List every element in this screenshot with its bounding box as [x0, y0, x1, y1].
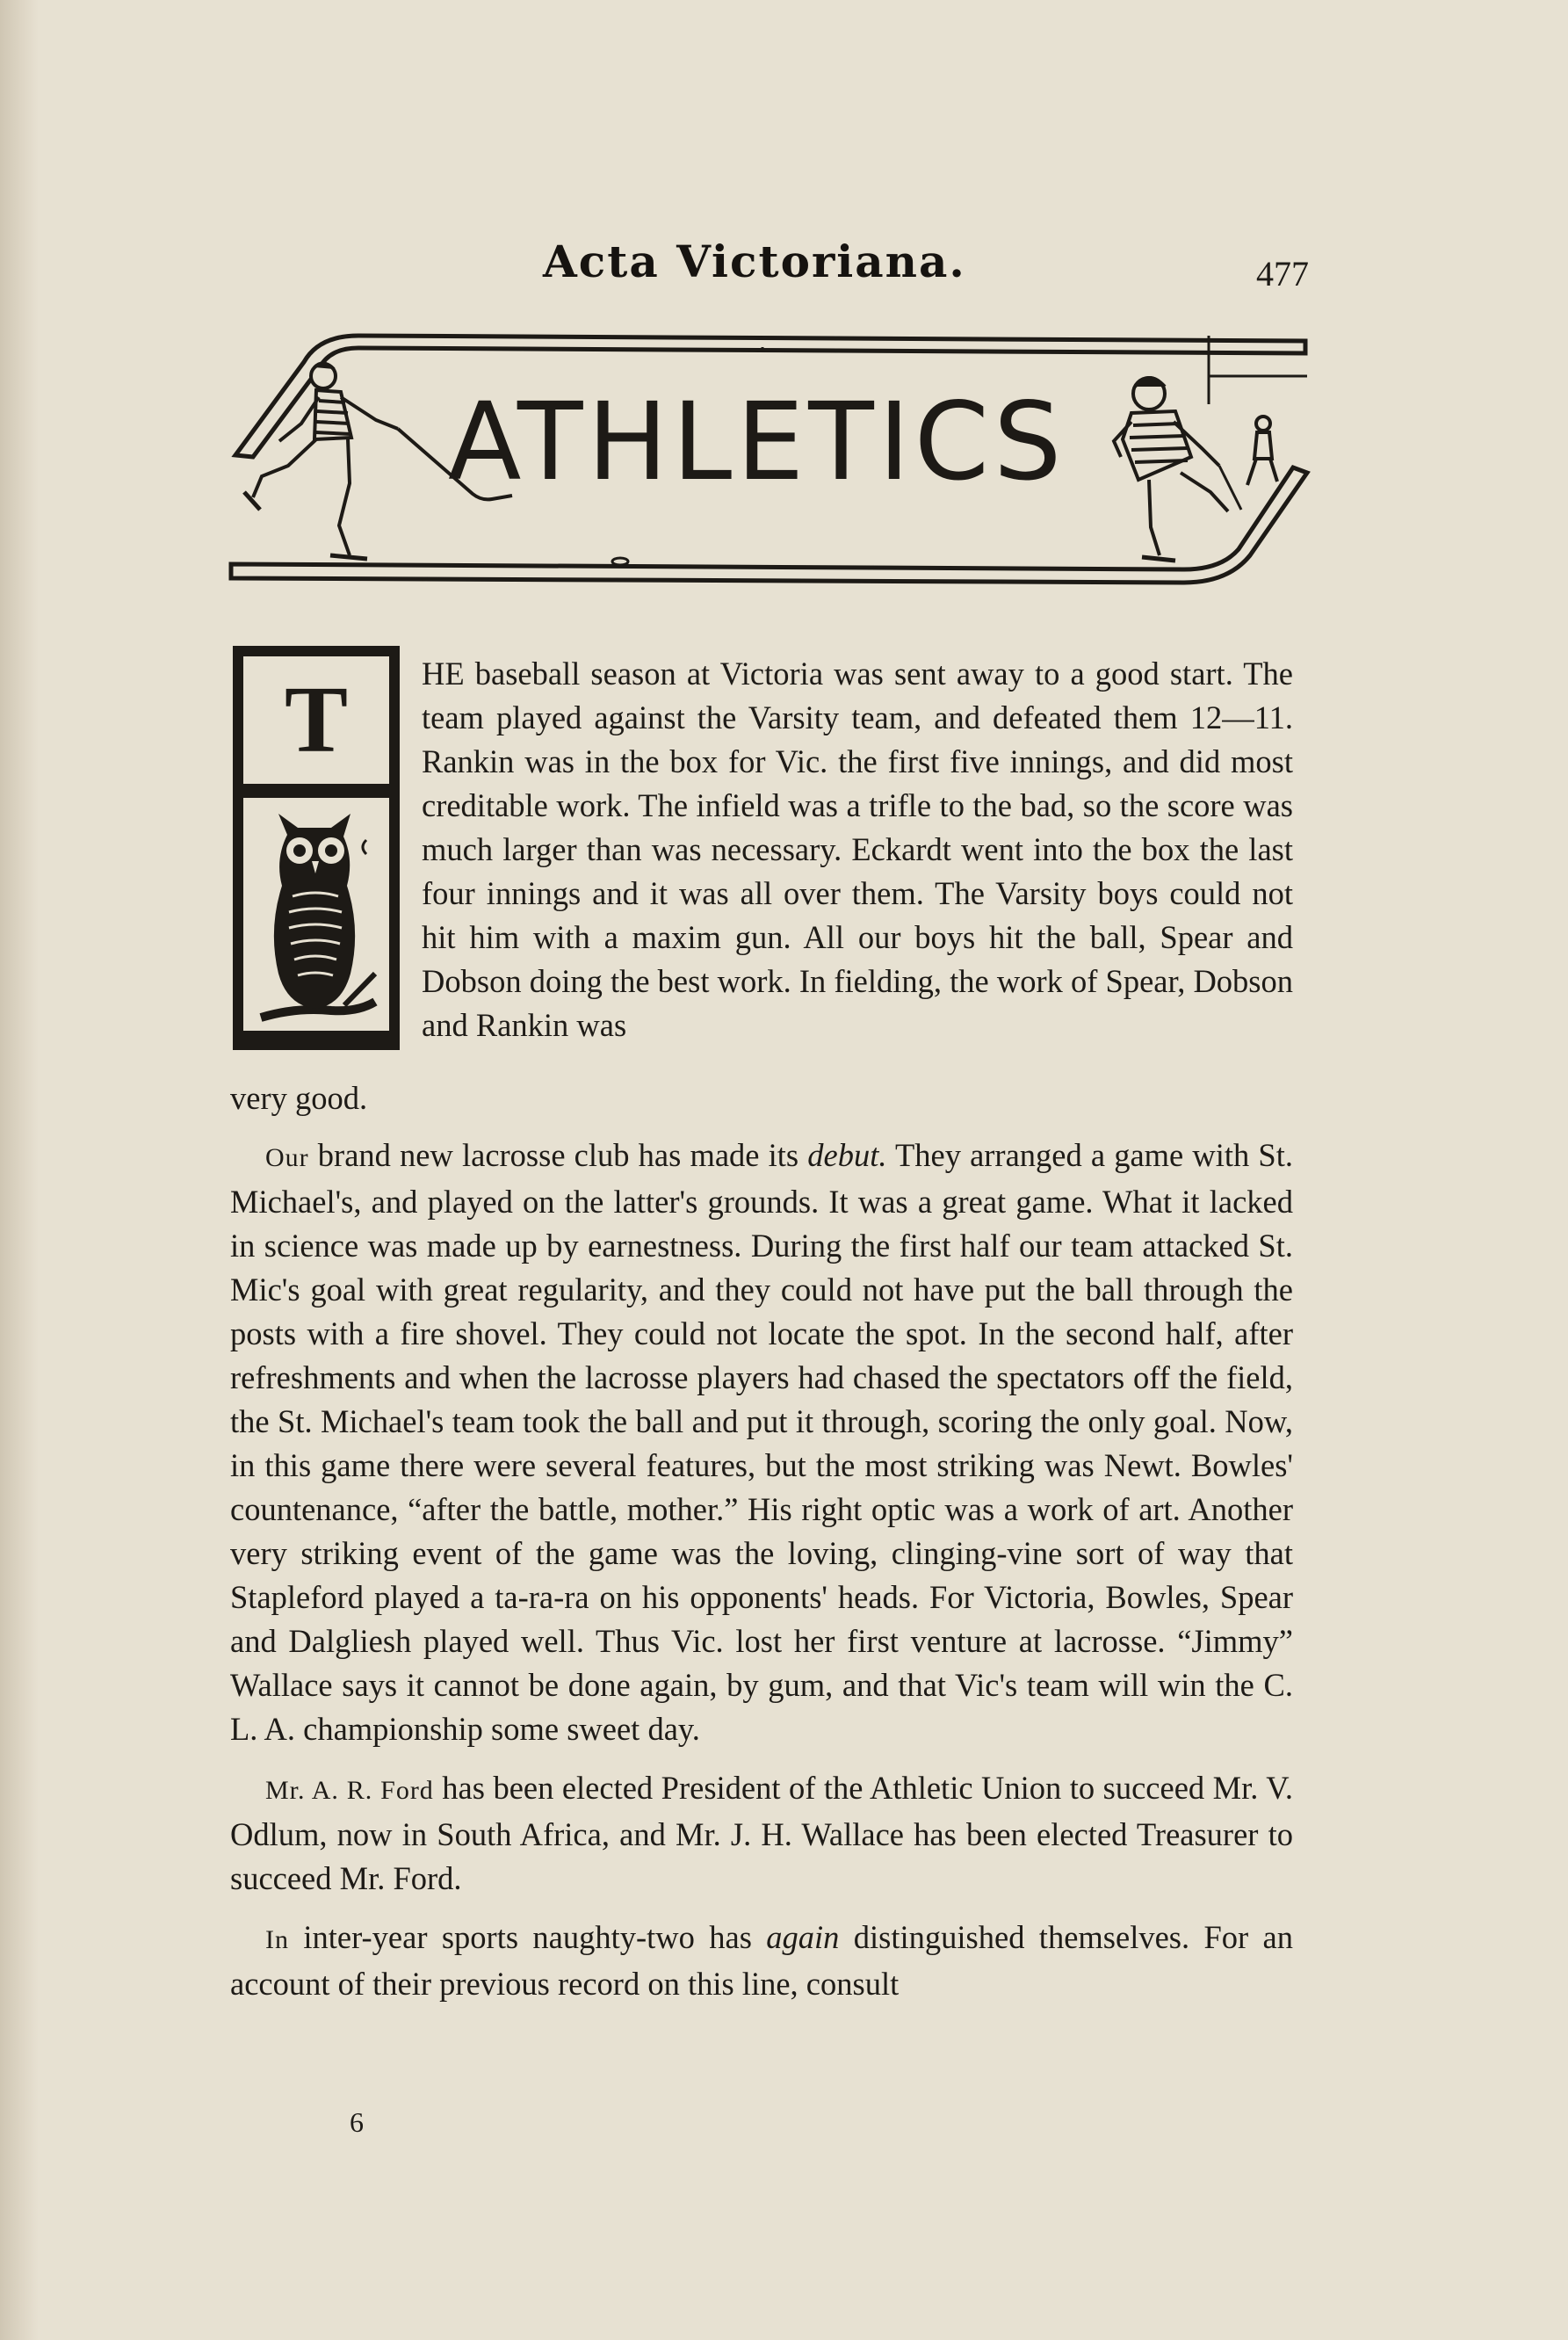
- running-head: [228, 234, 1309, 304]
- journal-title: Acta Victoriana.: [543, 235, 966, 287]
- lacrosse-lead-word: Our: [265, 1143, 309, 1172]
- dropcap-letter-box: [243, 656, 389, 784]
- page-number: 477: [1256, 254, 1309, 293]
- interyear-text-a: inter-year sports naughty-two has: [289, 1919, 767, 1955]
- signature-mark: 6: [350, 2106, 364, 2138]
- hockey-player-right-icon: [1114, 336, 1307, 561]
- baseball-paragraph-lead: [422, 652, 1293, 1047]
- baseball-paragraph-text: HE baseball season at Victoria was sent away to a good start. The team played against the Varsity team, and defeated them 12—11. Rankin was in the box for Vic. the first five innings, and did most creditable work. The infield was a trifle to the bad, so the score was much larger than was necessary. Eckardt went into the box the last four innings and it was all over them. The Varsity boys could not hit him with a maxim gun. All our boys hit the ball, Spear and Dobson doing the best work. In fielding, the work of Spear, Dobson and Rankin was: [422, 656, 1294, 1043]
- interyear-text-b: distinguished themselves. For an account of their previous record on this line, consult: [230, 1919, 1293, 2002]
- lacrosse-paragraph: [230, 1134, 1293, 1751]
- lacrosse-text-a: brand new lacrosse club has made its: [308, 1137, 808, 1173]
- union-paragraph: [230, 1766, 1293, 1901]
- page-edge: [0, 0, 39, 2340]
- owl-icon: [243, 798, 389, 1031]
- union-text: has been elected President of the Athletic Union to succeed Mr. V. Odlum, now in South Africa, and Mr. J. H. Wallace has been elected Treasurer to succeed Mr. Ford.: [230, 1770, 1293, 1896]
- interyear-paragraph: [230, 1916, 1293, 2006]
- interyear-italic: again: [766, 1919, 840, 1955]
- lacrosse-italic: debut.: [807, 1137, 887, 1173]
- header-banner: [218, 325, 1316, 615]
- interyear-lead-word: In: [265, 1925, 289, 1954]
- baseball-paragraph-tail-text: very good.: [230, 1080, 368, 1116]
- section-title: ATHLETICS: [448, 380, 1066, 504]
- lacrosse-text-b: They arranged a game with St. Michael's, and played on the latter's grounds. It was a great game. What it lacked in science was made up by earnestness. During the first half our team attacked St. Mic's goal with great regularity, and they could not have put the ball through the posts with a fire shovel. They could not locate the spot. In the second half, after refreshments and when the lacrosse players had chased the spectators off the field, the St. Michael's team took the ball and put it through, scoring the only goal. Now, in this game there were several features, but the most striking was Newt. Bowles' countenance, “after the battle, mother.” His right optic was a work of art. Another very striking event of the game was the loving, clinging-vine sort of way that Stapleford played a ta-ra-ra on his opponents' heads. For Victoria, Bowles, Spear and Dalgliesh played well. Thus Vic. lost her first venture at lacrosse. “Jimmy” Wallace says it cannot be done again, by gum, and that Vic's team will win the C. L. A. championship some sweet day.: [230, 1137, 1293, 1747]
- dropcap-panel: [233, 646, 400, 1050]
- article-body: [230, 1134, 1293, 2021]
- dropcap-owl-box: [243, 798, 389, 1031]
- baseball-paragraph-tail: [230, 1076, 1293, 1120]
- union-lead-words: Mr. A. R. Ford: [265, 1776, 434, 1805]
- dropcap-letter: T: [284, 667, 349, 772]
